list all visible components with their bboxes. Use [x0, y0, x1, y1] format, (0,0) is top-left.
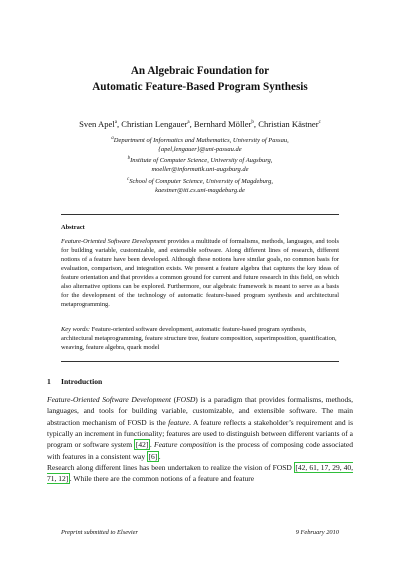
author-affil-mark: b	[251, 120, 254, 126]
abstract-top-rule	[61, 214, 339, 215]
author-name: Christian Lengauer	[121, 119, 188, 129]
intro-text: is the process of composing code associated with features in a consistent way	[47, 440, 353, 461]
citation-link[interactable]: [6]	[148, 451, 158, 461]
section-heading	[47, 377, 102, 386]
intro-paragraph-1	[47, 394, 353, 462]
affiliation	[60, 178, 340, 195]
intro-term: feature	[168, 417, 190, 427]
intro-text: ) is a paradigm that provides formalisms, methods, languages, and tools for building variable, customizable, and extensible software. The main abstraction mechanism of FOSD is the	[47, 395, 354, 427]
abstract-heading: Abstract	[61, 224, 85, 231]
affiliation	[60, 137, 340, 154]
footer-preprint-note: Preprint submitted to Elsevier	[61, 529, 138, 536]
title-line-1: An Algebraic Foundation for	[130, 65, 270, 77]
affil-mark: c	[126, 176, 130, 182]
intro-text: . While there are the common notions of a feature and feature	[69, 474, 255, 484]
intro-text: (	[170, 395, 177, 404]
author-affil-mark: c	[318, 120, 321, 126]
author-affil-mark: a	[114, 120, 117, 126]
paper-title	[40, 63, 360, 95]
author-name: Christian Kästner	[258, 119, 319, 129]
intro-paragraph-2	[47, 462, 353, 485]
abstract-text: provides a multitude of formalisms, methods, languages, and tools for building variable, customizable, and extensible software. Along different lines of research, different notions of a feature have been developed. Although these notions have similar goals, no common basis for evaluation, comparison, and integration exists. We present a feature algebra that captures the key ideas of feature orientation and that provides a common ground for current and future research in this field, on which also alternative options can be explored. Furthermore, our algebraic framework is meant to serve as a basis for the development of the technology of automatic feature-based program synthesis and architectural metaprogramming.	[61, 238, 339, 308]
affil-institution: Institute of Computer Science, University of Augsburg,	[130, 157, 273, 164]
keywords-text: Feature-oriented software development, automatic feature-based program synthesis, architectural metaprogramming, feature structure tree, feature composition, superimposition, quantification, weaving, feature algebra, quark model	[61, 326, 337, 351]
introduction-text	[47, 394, 353, 485]
affil-email: moeller@informatik.uni-augsburg.de	[151, 165, 249, 173]
intro-text: .	[149, 440, 154, 450]
intro-term: FOSD	[176, 395, 196, 404]
citation-link[interactable]: [42]	[135, 440, 149, 450]
author-name: Sven Apel	[79, 119, 115, 129]
intro-term: Feature-Oriented Software Development	[47, 395, 171, 404]
intro-term: Feature composition	[154, 440, 217, 450]
intro-text: . A feature reflects a stakeholder’s requirement and is typically an increment in functionality; features are used to distinguish between different variants of a program or software system	[47, 417, 354, 450]
affil-mark: a	[111, 135, 114, 141]
abstract-bottom-rule	[61, 361, 339, 362]
author-name: Bernhard Möller	[193, 119, 252, 129]
abstract-body	[61, 237, 339, 309]
keywords-label: Key words:	[61, 326, 91, 333]
author-affil-mark: a	[187, 120, 190, 126]
author-list: Sven Apel$^a$, Christian Lengauer$^a$, Bernhard Möller$^b$, Christian Kästner$^c$	[79, 119, 321, 129]
affil-email: {apel,lengauer}@uni-passau.de	[158, 145, 242, 153]
title-line-2: Automatic Feature-Based Program Synthesis	[92, 81, 308, 93]
intro-text: .	[158, 451, 161, 461]
abstract-lead-term: Feature-Oriented Software Development	[61, 238, 166, 245]
keywords	[61, 325, 339, 352]
affil-institution: Department of Informatics and Mathematics, University of Passau,	[113, 137, 289, 144]
affil-institution: School of Computer Science, University of Magdeburg,	[129, 178, 274, 185]
affiliation	[60, 157, 340, 174]
citation-link[interactable]: [42, 61, 17, 29, 40, 71, 12]	[47, 463, 354, 484]
section-title: Introduction	[61, 377, 103, 386]
section-number: 1	[47, 377, 51, 386]
affil-mark: b	[127, 155, 131, 161]
footer-date: 9 February 2010	[295, 529, 339, 536]
affil-email: kaestner@iti.cs.uni-magdeburg.de	[155, 186, 245, 194]
intro-text: Research along different lines has been undertaken to realize the vision of FOSD	[47, 463, 294, 473]
